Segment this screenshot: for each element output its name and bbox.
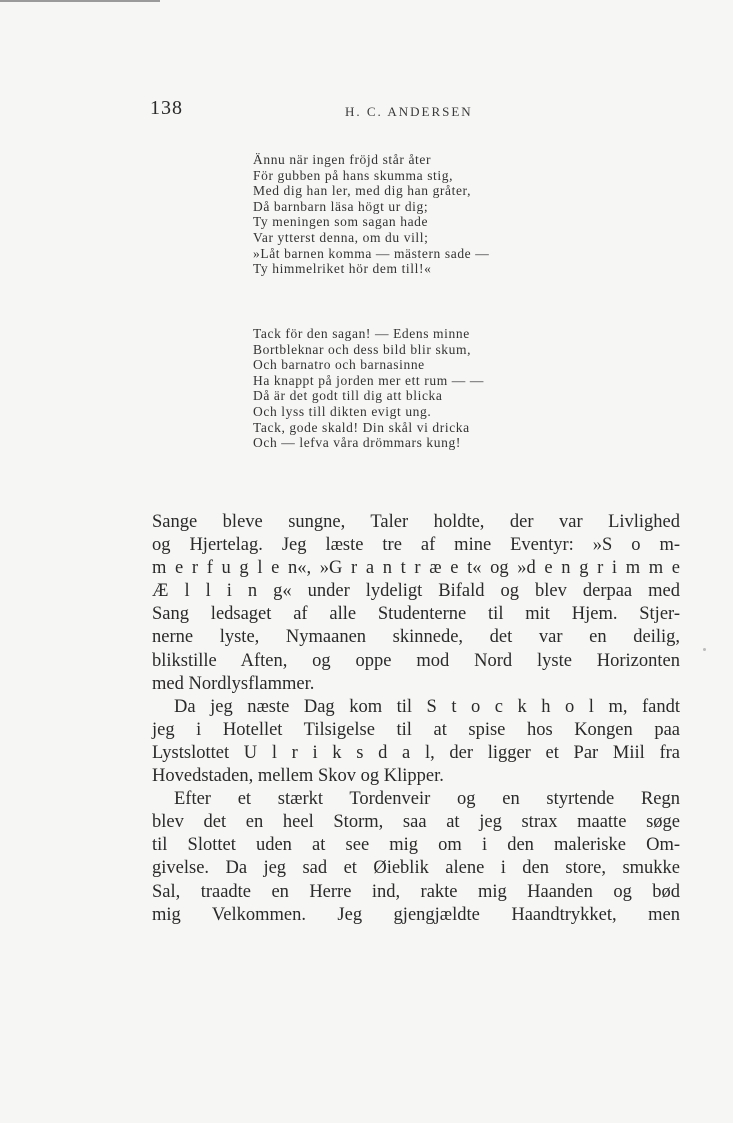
poem-line: Ty meningen som sagan hade (253, 214, 429, 230)
poem-line: Med dig han ler, med dig han gråter, (253, 183, 472, 199)
poem-line: »Låt barnen komma — mästern sade — (253, 245, 490, 261)
prose-line: givelse. Da jeg sad et Øieblik alene i den store, smukke (152, 858, 680, 879)
scan-edge-rule (0, 0, 160, 2)
prose-line: m e r f u g l e n«, »G r a n t r æ e t« og »d e n g r i m m e (152, 558, 680, 579)
prose-line: Sal, traadte en Herre ind, rakte mig Haanden og bød (152, 881, 680, 902)
running-head: H. C. ANDERSEN (345, 104, 473, 119)
prose-line: Sang ledsaget af alle Studenterne til mit Hjem. Stjer- (152, 604, 680, 625)
prose-line: Hovedstaden, mellem Skov og Klipper. (152, 766, 444, 787)
poem-line: Ty himmelriket hör dem till!« (253, 261, 432, 277)
poem-line: Då är det godt till dig att blicka (253, 388, 443, 404)
poem-line: För gubben på hans skumma stig, (253, 167, 454, 183)
prose-line: Efter et stærkt Tordenveir og en styrtende Regn (174, 789, 680, 810)
prose-body (152, 511, 680, 927)
poem-line: Tack, gode skald! Din skål vi dricka (253, 419, 470, 435)
page-number: 138 (150, 97, 183, 119)
prose-line: Lystslottet U l r i k s d a l, der ligger et Par Miil fra (152, 742, 680, 763)
poem-line: Tack för den sagan! — Edens minne (253, 326, 470, 341)
poem-line: Och — lefva våra drömmars kung! (253, 435, 461, 451)
prose-line: Sange bleve sungne, Taler holdte, der var Livlighed (152, 512, 680, 532)
prose-line: Da jeg næste Dag kom til S t o c k h o l m, fandt (174, 696, 680, 717)
poem-stanza-1 (253, 152, 489, 277)
poem-line: Ha knappt på jorden mer ett rum — — (253, 372, 484, 388)
prose-line: til Slottet uden at see mig om i den maleriske Om- (152, 835, 680, 856)
poem-line: Bortbleknar och dess bild blir skum, (253, 341, 472, 357)
prose-line: jeg i Hotellet Tilsigelse til at spise hos Kongen paa (152, 719, 680, 740)
poem-line: Ännu när ingen fröjd står åter (253, 152, 432, 167)
poem-line: Var ytterst denna, om du vill; (253, 229, 429, 245)
prose-line: blikstille Aften, og oppe mod Nord lyste Horizonten (152, 650, 680, 671)
paper-speck (703, 648, 706, 651)
poem-line: Och lyss till dikten evigt ung. (253, 403, 432, 419)
poem-line: Då barnbarn läsa högt ur dig; (253, 198, 429, 214)
prose-line: og Hjertelag. Jeg læste tre af mine Eventyr: »S o m- (152, 535, 680, 556)
prose-line: blev det en heel Storm, saa at jeg strax maatte søge (152, 812, 680, 833)
prose-line: med Nordlysflammer. (152, 673, 315, 694)
prose-line: mig Velkommen. Jeg gjengjældte Haandtrykket, men (152, 904, 680, 925)
prose-line: Æ l l i n g« under lydeligt Bifald og blev derpaa med (152, 581, 680, 602)
prose-line: nerne lyste, Nymaanen skinnede, det var en deilig, (152, 627, 680, 648)
poem-line: Och barnatro och barnasinne (253, 357, 425, 373)
poem-stanza-2 (253, 326, 484, 451)
